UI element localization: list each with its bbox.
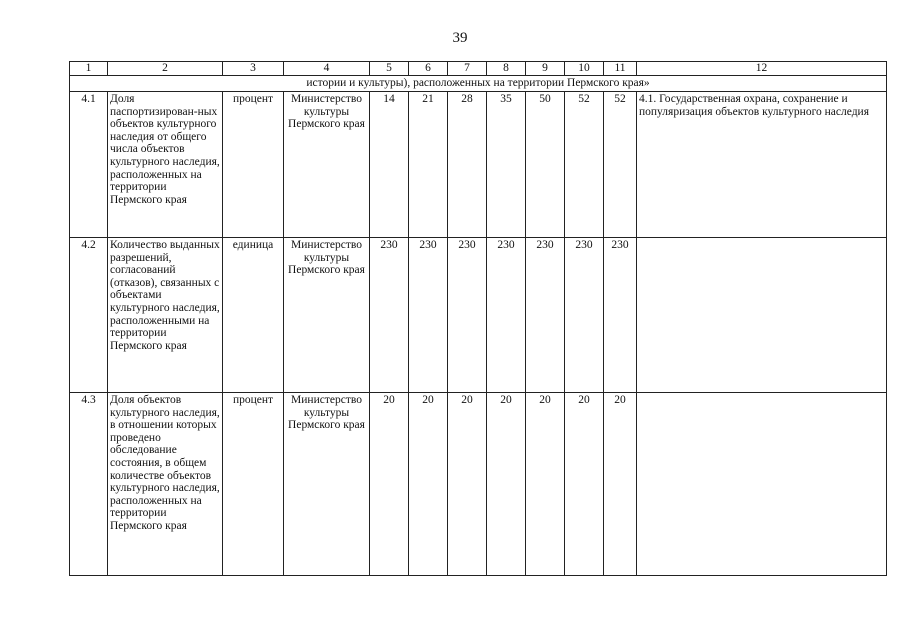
column-header: 9 xyxy=(526,62,565,76)
section-continuation-text: истории и культуры), расположенных на территории Пермского края» xyxy=(70,76,887,92)
indicator-value: 35 xyxy=(487,92,526,238)
indicator-value: 230 xyxy=(565,238,604,393)
column-header: 4 xyxy=(284,62,370,76)
indicator-value: 52 xyxy=(565,92,604,238)
indicator-value: 21 xyxy=(409,92,448,238)
responsible-organization: Министерство культуры Пермского края xyxy=(284,238,370,393)
indicator-value: 52 xyxy=(604,92,637,238)
indicators-table xyxy=(69,61,887,576)
related-task: 4.1. Государственная охрана, сохранение и популяризация объектов культурного наследия xyxy=(637,92,887,238)
unit-of-measure: единица xyxy=(223,238,284,393)
unit-of-measure: процент xyxy=(223,92,284,238)
page-number: 39 xyxy=(452,30,468,46)
related-task xyxy=(637,238,887,393)
row-number: 4.1 xyxy=(70,92,108,238)
column-header: 5 xyxy=(370,62,409,76)
responsible-organization: Министерство культуры Пермского края xyxy=(284,393,370,576)
table-row xyxy=(70,238,887,393)
column-header: 11 xyxy=(604,62,637,76)
indicator-value: 230 xyxy=(448,238,487,393)
indicator-name: Доля объектов культурного наследия, в отношении которых проведено обследование состояния, в общем количестве объектов культурного наследия, расположенных на территории Пермского края xyxy=(108,393,223,576)
column-header: 6 xyxy=(409,62,448,76)
column-header: 1 xyxy=(70,62,108,76)
indicator-value: 28 xyxy=(448,92,487,238)
column-header: 2 xyxy=(108,62,223,76)
indicator-value: 20 xyxy=(448,393,487,576)
indicator-value: 20 xyxy=(604,393,637,576)
column-header: 10 xyxy=(565,62,604,76)
table-row xyxy=(70,92,887,238)
indicator-value: 20 xyxy=(370,393,409,576)
indicator-value: 230 xyxy=(604,238,637,393)
indicator-name: Доля паспортизирован-ных объектов культурного наследия от общего числа объектов культурного наследия, расположенных на территории Пермского края xyxy=(108,92,223,238)
column-number-row xyxy=(70,62,887,76)
indicator-value: 50 xyxy=(526,92,565,238)
column-header: 8 xyxy=(487,62,526,76)
indicator-value: 20 xyxy=(565,393,604,576)
indicator-value: 20 xyxy=(526,393,565,576)
unit-of-measure: процент xyxy=(223,393,284,576)
row-number: 4.3 xyxy=(70,393,108,576)
indicator-value: 20 xyxy=(409,393,448,576)
indicator-value: 230 xyxy=(409,238,448,393)
indicator-value: 20 xyxy=(487,393,526,576)
column-header: 3 xyxy=(223,62,284,76)
indicator-value: 230 xyxy=(370,238,409,393)
indicator-value: 230 xyxy=(487,238,526,393)
related-task xyxy=(637,393,887,576)
indicator-name: Количество выданных разрешений, согласований (отказов), связанных с объектами культурного наследия, расположенными на территории Пермского края xyxy=(108,238,223,393)
table-row xyxy=(70,393,887,576)
column-header: 7 xyxy=(448,62,487,76)
indicator-value: 14 xyxy=(370,92,409,238)
responsible-organization: Министерство культуры Пермского края xyxy=(284,92,370,238)
section-continuation-row xyxy=(70,76,887,92)
column-header: 12 xyxy=(637,62,887,76)
indicator-value: 230 xyxy=(526,238,565,393)
row-number: 4.2 xyxy=(70,238,108,393)
